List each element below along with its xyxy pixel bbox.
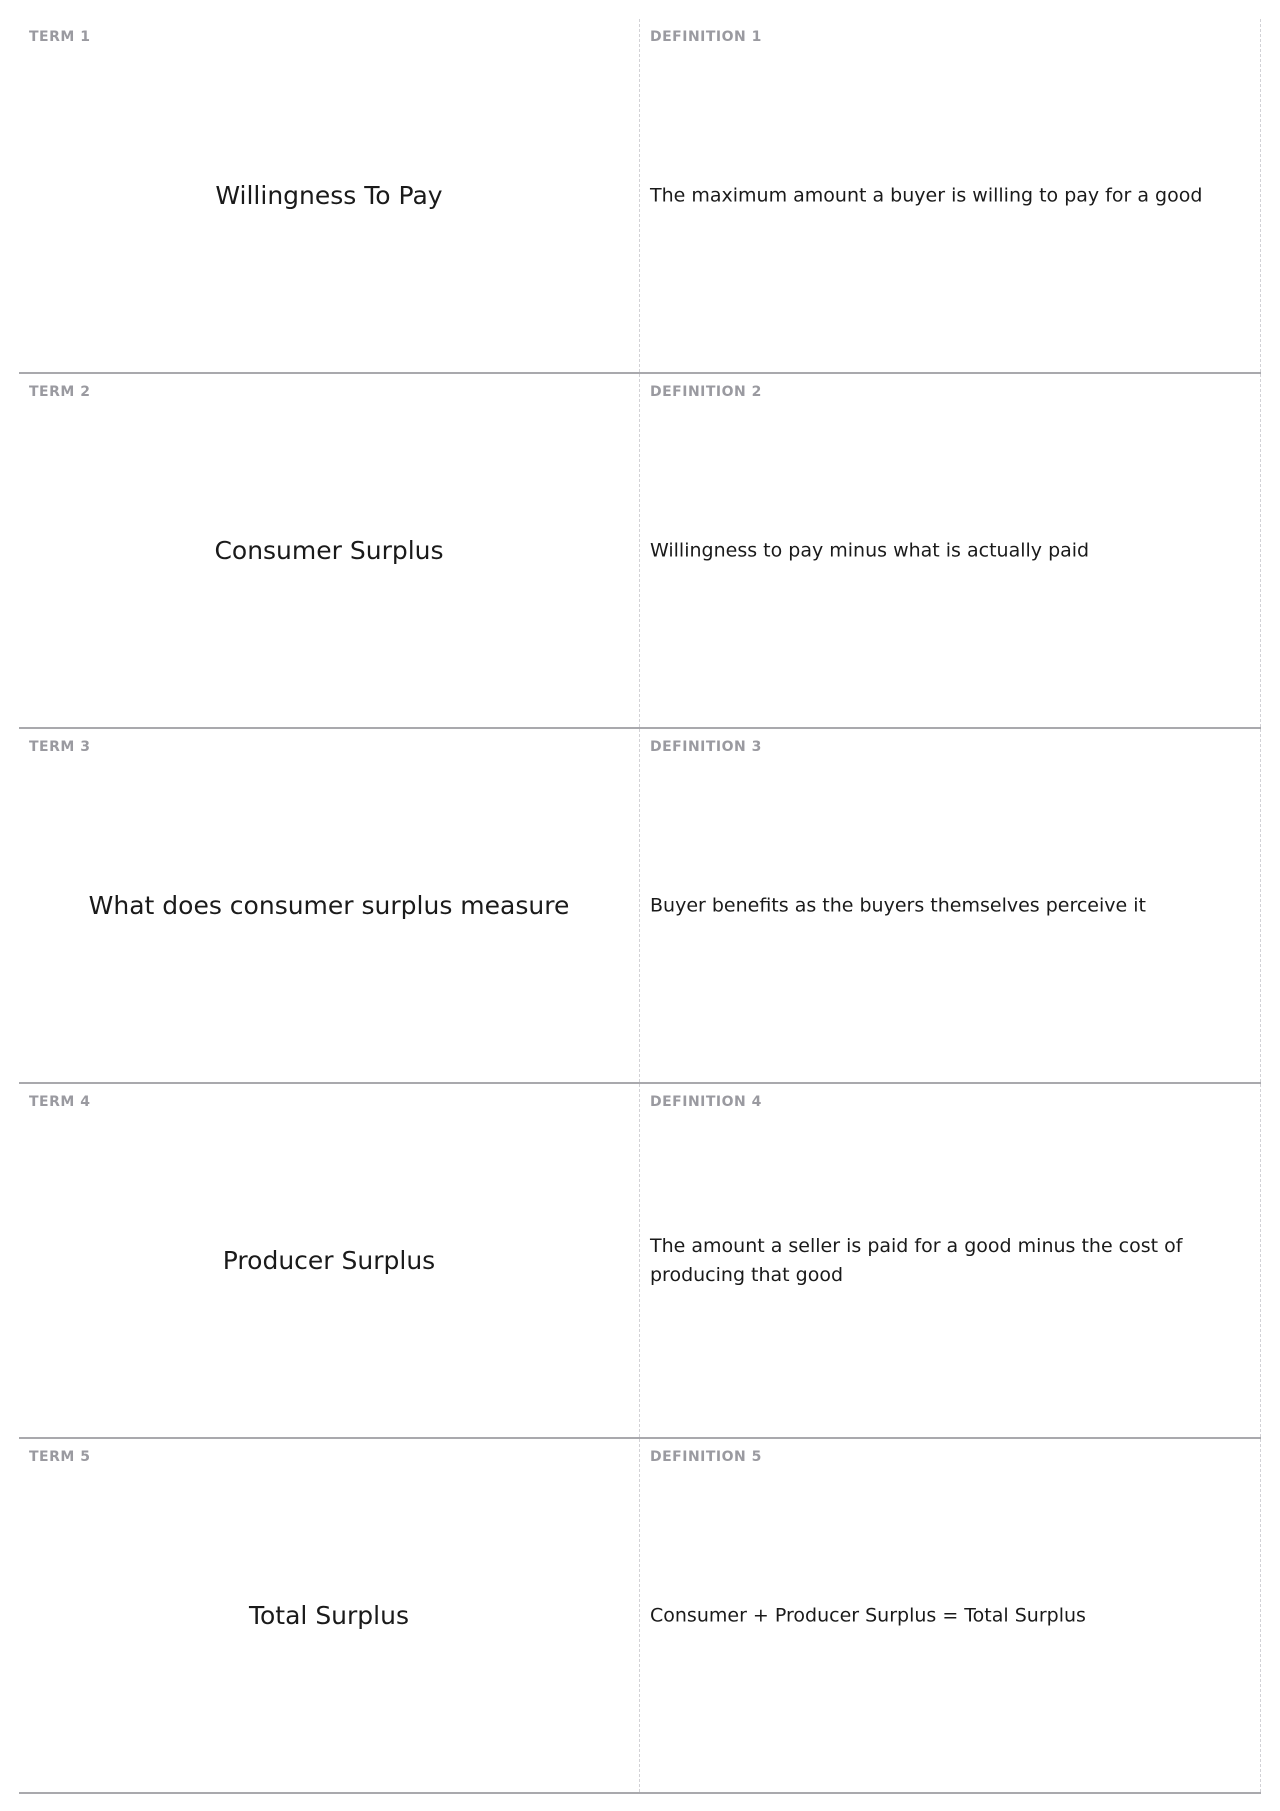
definition-text: Buyer benefits as the buyers themselves perceive it [650,894,1146,916]
definition-text: The maximum amount a buyer is willing to pay for a good [650,184,1203,206]
term-text: Willingness To Pay [215,180,443,210]
flashcard-row [19,19,1261,374]
term-cell [19,1439,640,1792]
term-label: TERM 3 [29,739,91,755]
term-text: Total Surplus [248,1600,409,1630]
term-label: TERM 1 [29,29,91,45]
term-text: What does consumer surplus measure [88,890,570,920]
definition-label: DEFINITION 1 [650,29,762,45]
flashcard-row [19,729,1261,1084]
term-cell [19,19,640,372]
definition-cell [640,374,1261,727]
definition-text: Consumer + Producer Surplus = Total Surplus [650,1604,1086,1626]
flashcard-row [19,374,1261,729]
definition-text: Willingness to pay minus what is actually paid [650,539,1090,561]
flashcard-sheet [19,19,1261,1794]
definition-text: The amount a seller is paid for a good minus the cost of producing that good [650,1234,1183,1286]
term-label: TERM 5 [29,1449,91,1465]
definition-cell [640,19,1261,372]
definition-label: DEFINITION 2 [650,384,762,400]
definition-cell [640,729,1261,1082]
term-label: TERM 4 [29,1094,91,1110]
term-text: Consumer Surplus [214,535,444,565]
term-text: Producer Surplus [222,1245,436,1275]
definition-label: DEFINITION 4 [650,1094,762,1110]
flashcard-row [19,1439,1261,1794]
definition-cell [640,1439,1261,1792]
term-label: TERM 2 [29,384,91,400]
term-cell [19,729,640,1082]
definition-label: DEFINITION 3 [650,739,762,755]
term-cell [19,1084,640,1437]
flashcard-row [19,1084,1261,1439]
definition-label: DEFINITION 5 [650,1449,762,1465]
definition-cell [640,1084,1261,1437]
term-cell [19,374,640,727]
